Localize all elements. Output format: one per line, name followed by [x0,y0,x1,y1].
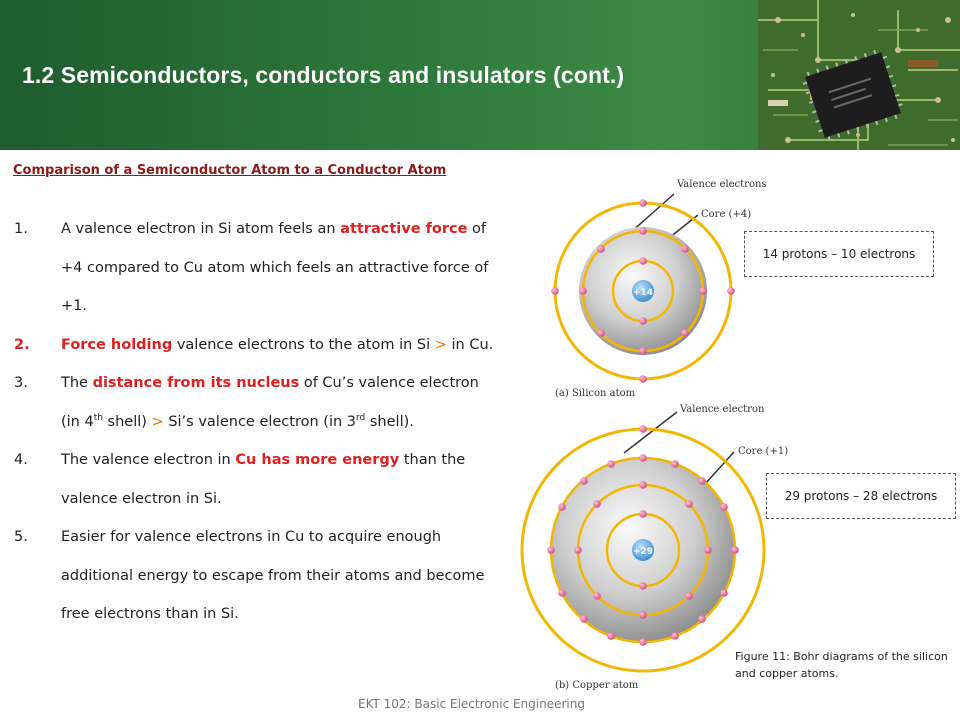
greater-than-symbol: > [434,336,447,353]
copper-atom-caption: (b) Copper atom [555,680,639,691]
greater-than-symbol: > [151,413,164,430]
core-label: Core (+4) [701,209,752,220]
valence-electrons-label: Valence electrons [677,179,767,190]
highlight: Cu has more energy [235,452,400,468]
circuit-board-image [758,0,960,150]
list-item [14,326,494,365]
highlight: Force holding [61,336,173,353]
list-item [14,441,494,518]
item-text: Force holding valence electrons to the atom in Si > in Cu. [61,336,494,353]
figure-caption: Figure 11: Bohr diagrams of the silicon and copper atoms. [735,650,948,680]
valence-electron-label: Valence electron [680,404,765,415]
item-number: 5. [14,529,28,545]
item-text: Easier for valence electrons in Cu to acquire enough additional energy to escape from their atoms and become free electrons than in Si. [61,529,485,622]
slide-footer: EKT 102: Basic Electronic Engineering [358,697,585,711]
silicon-atom [551,179,766,399]
list-item [14,518,494,634]
copper-protons-electrons-note: 29 protons – 28 electrons [766,473,956,519]
highlight: attractive force [340,221,468,237]
item-number: 4. [14,452,28,468]
nucleus-charge: +14 [632,288,654,298]
core-label: Core (+1) [738,446,789,457]
comparison-list [14,210,494,634]
nucleus-charge: +29 [632,547,654,557]
silicon-protons-electrons-note: 14 protons – 10 electrons [744,231,934,277]
section-subtitle: Comparison of a Semiconductor Atom to a Conductor Atom [13,163,447,178]
list-item [14,364,494,441]
list-item [14,210,494,326]
item-text: A valence electron in Si atom feels an attractive force of +4 compared to Cu atom which feels an attractive force of +1. [61,221,489,314]
item-text: The valence electron in Cu has more energy than the valence electron in Si. [61,452,466,507]
item-number: 1. [14,221,28,237]
title-banner [0,0,960,150]
item-number: 3. [14,375,28,391]
highlight: distance from its nucleus [92,375,300,391]
item-text: The distance from its nucleus of Cu’s valence electron (in 4th shell) > Si’s valence electron (in 3rd shell). [61,375,479,430]
bohr-diagrams [525,170,789,695]
silicon-atom-caption: (a) Silicon atom [555,388,636,399]
item-number: 2. [14,336,30,353]
slide-title: 1.2 Semiconductors, conductors and insulators (cont.) [22,62,625,88]
